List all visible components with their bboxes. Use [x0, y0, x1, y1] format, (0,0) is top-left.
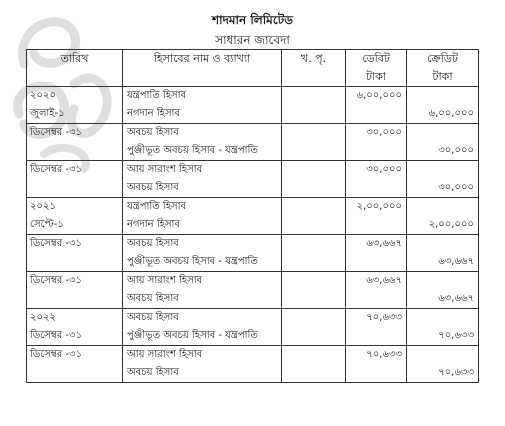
company-name: শাদমান লিমিটেড — [211, 13, 294, 27]
entry-credit: ৭০,৬৩৩ — [407, 346, 479, 383]
credit-account: অবচয় হিসাব — [127, 367, 179, 378]
header-account: হিসাবের নাম ও ব্যাখ্যা — [123, 50, 282, 87]
entry-accounts — [123, 346, 282, 383]
debit-account: যন্ত্রপাতি হিসাব — [127, 90, 187, 101]
journal-entry — [27, 124, 479, 161]
credit-account: পুঞ্জীভূত অবচয় হিসাব - যন্ত্রপাতি — [127, 145, 258, 156]
entry-credit: ৩০,০০০ — [407, 124, 479, 161]
header-date: তারিখ — [27, 50, 123, 87]
entry-credit: ৩০,০০০ — [407, 161, 479, 198]
entry-accounts — [123, 309, 282, 346]
journal-entry — [27, 161, 479, 198]
credit-account: অবচয় হিসাব — [127, 293, 179, 304]
journal-entry — [27, 309, 479, 346]
entry-date: ডিসেম্বর -৩১ — [27, 235, 123, 272]
entry-debit: ৬৩,৬৬৭ — [346, 272, 407, 309]
entry-debit: ৩০,০০০ — [346, 161, 407, 198]
entry-ref — [282, 198, 346, 235]
credit-account: অবচয় হিসাব — [127, 182, 179, 193]
header-debit: ডেবিট টাকা — [346, 50, 407, 87]
debit-account: অবচয় হিসাব — [127, 127, 179, 138]
entry-debit: ৬৩,৬৬৭ — [346, 235, 407, 272]
entry-credit: ২,০০,০০০ — [407, 198, 479, 235]
journal-entry — [27, 346, 479, 383]
entry-debit: ৩০,০০০ — [346, 124, 407, 161]
entry-debit: ৭০,৬৩৩ — [346, 309, 407, 346]
journal-entry — [27, 235, 479, 272]
entry-ref — [282, 124, 346, 161]
debit-account: আয় সারাংশ হিসাব — [127, 349, 203, 360]
entry-debit: ২,০০,০০০ — [346, 198, 407, 235]
entry-date: ২০২১ সেপ্টে-১ — [27, 198, 123, 235]
entry-accounts — [123, 235, 282, 272]
debit-account: যন্ত্রপাতি হিসাব — [127, 201, 187, 212]
journal-title: সাধারন জাবেদা — [215, 33, 290, 47]
credit-account: নগদান হিসাব — [127, 219, 181, 230]
debit-account: আয় সারাংশ হিসাব — [127, 164, 203, 175]
debit-account: আয় সারাংশ হিসাব — [127, 275, 203, 286]
entry-ref — [282, 346, 346, 383]
entry-accounts — [123, 272, 282, 309]
header-row — [27, 50, 479, 87]
credit-account: নগদান হিসাব — [127, 108, 181, 119]
credit-account: পুঞ্জীভূত অবচয় হিসাব - যন্ত্রপাতি — [127, 330, 258, 341]
credit-account: পুঞ্জীভূত অবচয় হিসাব - যন্ত্রপাতি — [127, 256, 258, 267]
debit-account: অবচয় হিসাব — [127, 238, 179, 249]
entry-date: ডিসেম্বর -৩১ — [27, 124, 123, 161]
entry-accounts — [123, 124, 282, 161]
entry-date: ২০২২ ডিসেম্বর -৩১ — [27, 309, 123, 346]
entry-credit: ৬৩,৬৬৭ — [407, 272, 479, 309]
entry-date: ২০২০ জুলাই-১ — [27, 87, 123, 124]
entry-credit: ৬৩,৬৬৭ — [407, 235, 479, 272]
entry-date: ডিসেম্বর -৩১ — [27, 272, 123, 309]
entry-date: ডিসেম্বর -৩১ — [27, 346, 123, 383]
journal-entry — [27, 87, 479, 124]
debit-account: অবচয় হিসাব — [127, 312, 179, 323]
entry-debit: ৭০,৬৩৩ — [346, 346, 407, 383]
entry-ref — [282, 235, 346, 272]
entry-debit: ৬,০০,০০০ — [346, 87, 407, 124]
entry-ref — [282, 87, 346, 124]
entry-date: ডিসেম্বর -৩১ — [27, 161, 123, 198]
entry-ref — [282, 272, 346, 309]
entry-credit: ৭০,৬৩৩ — [407, 309, 479, 346]
entry-accounts — [123, 198, 282, 235]
header-credit: ক্রেডিট টাকা — [407, 50, 479, 87]
journal-entry — [27, 272, 479, 309]
journal-entry — [27, 198, 479, 235]
general-journal-table — [26, 49, 479, 383]
header-ledger-ref: খ. পৃ. — [282, 50, 346, 87]
entry-ref — [282, 309, 346, 346]
entry-accounts — [123, 87, 282, 124]
entry-credit: ৬,০০,০০০ — [407, 87, 479, 124]
entry-accounts — [123, 161, 282, 198]
entry-ref — [282, 161, 346, 198]
